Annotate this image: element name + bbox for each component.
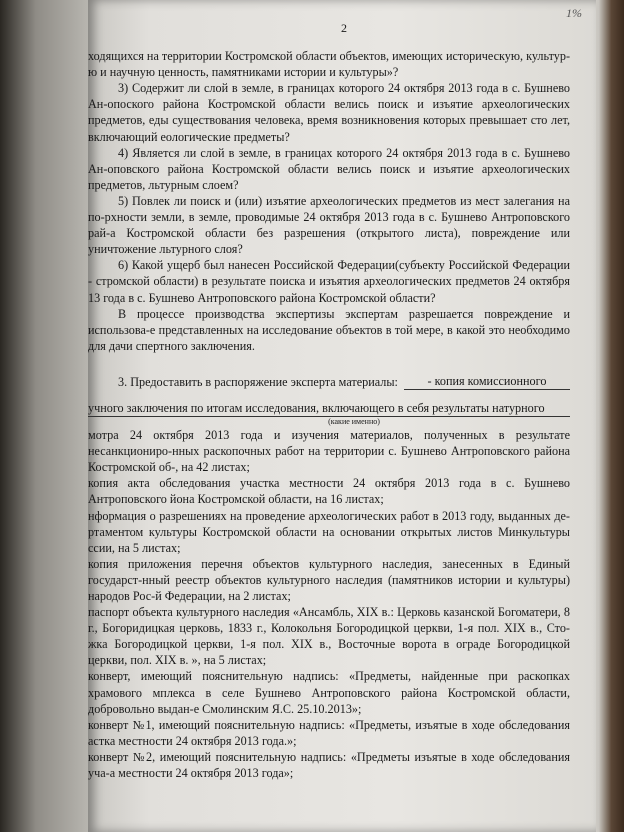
question-intro-tail: ходящихся на территории Костромской области объектов, имеющих историческую, культур-ю и научную ценность, памятниками истории и культуры»?: [88, 49, 570, 80]
material-item: мотра 24 октября 2013 года и изучения материалов, полученных в результате несанкциониро-нных раскопочных работ на территории с. Бушнево Антроповского района Костромской об-, на 42 листах;: [88, 428, 570, 475]
material-item: нформация о разрешениях на проведение археологических работ в 2013 году, выданных де-ртаментом культуры Костромской области на основании открытых листов Минкультуры ссии, на 5 листах;: [88, 508, 570, 555]
material-item: конверт №1, имеющий пояснительную надпись: «Предметы, изъятые в ходе обследования астка местности 24 октября 2013 года.»;: [88, 717, 570, 748]
page-content: [88, 20, 570, 781]
desk-left-edge: [0, 0, 90, 832]
material-item: копия акта обследования участка местности 24 октября 2013 года в с. Бушнево Антроповского йона Костромской области, на 16 листах;: [88, 476, 570, 507]
document-page: [88, 0, 596, 832]
item-3-caption: (какие именно): [328, 417, 380, 427]
material-item: паспорт объекта культурного наследия «Ансамбль, XIX в.: Церковь казанской Богоматери, 8 г., Богоридицкая церковь, 1833 г., Колокольня Богородицкой церкви, 1-я пол. XIX в., Сто-жка Богородицкой церкви, 1-я пол. XIX в., Восточные ворота в ограде Богородицкой церкви, пол. XIX в. », на 5 листах;: [88, 605, 570, 668]
item-3-fill: - копия комиссионного: [404, 373, 570, 390]
permission-paragraph: В процессе производства экспертизы экспертам разрешается повреждение и использова-е представленных на исследование объектов в той мере, в какой это необходимо для дачи спертного заключения.: [88, 306, 570, 353]
question-6: 6) Какой ущерб был нанесен Российской Федерации(субъекту Российской Федерации - стромской области) в результате поиска и изъятия археологических предметов 24 октября 13 года в с. Бушнево Антроповского района Костромской области?: [88, 258, 570, 305]
item-3-line2: учного заключения по итогам исследования, включающего в себя результаты натурного: [88, 400, 570, 417]
item-3-row: [88, 373, 570, 390]
question-3: 3) Содержит ли слой в земле, в границах которого 24 октября 2013 года в с. Бушнево Ан-опоского района Костромской области велись поиск и изъятие археологических предметов, еды существования человека, время возникновения которых превышает сто лет, включающий еологические предметы?: [88, 81, 570, 144]
item-3-label: 3. Предоставить в распоряжение эксперта материалы:: [118, 374, 398, 389]
material-item: конверт, имеющий пояснительную надпись: «Предметы, найденные при раскопках храмового мплекса в селе Бушнево Антроповского района Костромской области, добровольно выдан-е Смолинским Я.С. 25.10.2013»;: [88, 669, 570, 716]
question-5: 5) Повлек ли поиск и (или) изъятие археологических предметов из мест залегания на по-рхности земли, в земле, проводимые 24 октября 2013 года в с. Бушнево Антроповского рай-а Костромской области без разрешения (открытого листа), повреждение или уничтожение льтурного слоя?: [88, 193, 570, 257]
page-number: 2: [341, 21, 347, 35]
material-item: копия приложения перечня объектов культурного наследия, занесенных в Единый государст-нный реестр объектов культурного наследия (памятников истории и культуры) народов Рос-й Федерации, на 2 листах;: [88, 556, 570, 603]
corner-mark: 1%: [566, 6, 582, 20]
question-4: 4) Является ли слой в земле, в границах которого 24 октября 2013 года в с. Бушнево Ан-оповского района Костромской области велись поиск и изъятие археологических предметов, льтурным слоем?: [88, 145, 570, 192]
material-item: конверт №2, имеющий пояснительную надпись: «Предметы изъятые в ходе обследования уча-а местности 24 октября 2013 года»;: [88, 749, 570, 781]
